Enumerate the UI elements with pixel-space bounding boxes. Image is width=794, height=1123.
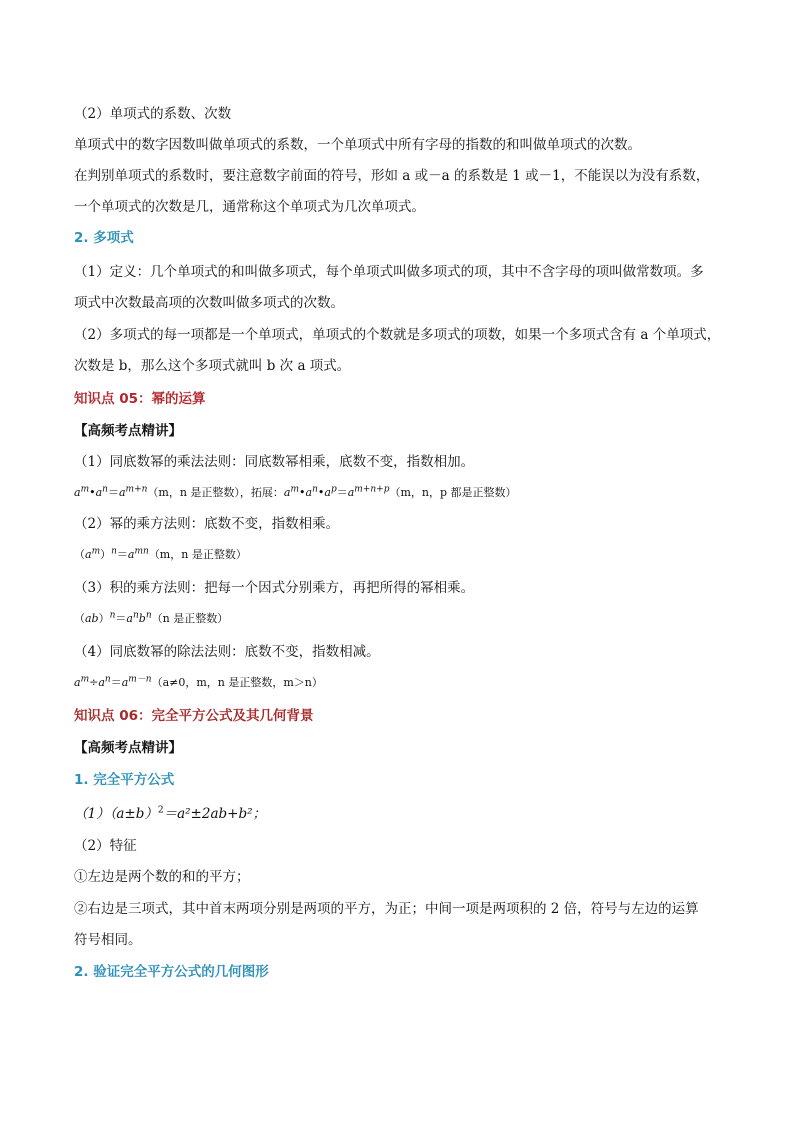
rule-text: （2）幂的乘方法则：底数不变，指数相乘。 [74, 516, 340, 532]
knowledge-point-06-heading: 知识点 06：完全平方公式及其几何背景 [74, 708, 314, 724]
formula-power-rule: $(a^m)^n=a^{mn}(m$，n 是正整数） [74, 546, 247, 561]
subheading-features: （2）特征 [74, 838, 137, 854]
paragraph-text: 一个单项式的次数是几，通常称这个单项式为几次单项式。 [74, 199, 425, 215]
section-heading-geometric-verification: 2. 验证完全平方公式的几何图形 [74, 964, 269, 980]
feature-item: ②右边是三项式，其中首末两项分别是两项的平方，为正；中间一项是两项积的 2 倍，符号与左边的运算 [74, 901, 699, 917]
feature-item: ①左边是两个数的和的平方； [74, 869, 250, 885]
paragraph-text: 项式中次数最高项的次数叫做多项式的次数。 [74, 295, 344, 311]
rule-text: （1）同底数幂的乘法法则：同底数幂相乘，底数不变，指数相加。 [74, 454, 475, 470]
paragraph-text: （2）多项式的每一项都是一个单项式，单项式的个数就是多项式的项数，如果一个多项式含有 a 个单项式， [74, 327, 721, 343]
knowledge-point-05-heading: 知识点 05：幂的运算 [74, 391, 206, 407]
formula-product-power-rule: $(ab)^n=a^nb^n(n$ 是正整数） [74, 610, 229, 625]
subheading-coefficient-degree: （2）单项式的系数、次数 [74, 106, 232, 122]
paragraph-text: 在判别单项式的系数时，要注意数字前面的符号，形如 a 或－a 的系数是 1 或－1，不能误以为没有系数， [74, 168, 710, 184]
rule-text: （3）积的乘方法则：把每一个因式分别乘方，再把所得的幂相乘。 [74, 580, 475, 596]
feature-item-continued: 符号相同。 [74, 932, 142, 948]
section-heading-perfect-square: 1. 完全平方公式 [74, 772, 175, 788]
highlight-section-label: 【高频考点精讲】 [74, 740, 182, 756]
formula-quotient-rule: $a^m\div a^n=a^{m-n}(a\ne 0$，m，n 是正整数，m＞n） [74, 674, 323, 689]
paragraph-text: （1）定义：几个单项式的和叫做多项式，每个单项式叫做多项式的项，其中不含字母的项叫做常数项。多 [74, 264, 704, 280]
highlight-section-label: 【高频考点精讲】 [74, 423, 182, 439]
formula-perfect-square: $(1)(a\pm b)^2=a^2\pm 2ab+b^2$； [74, 805, 266, 822]
rule-text: （4）同底数幂的除法法则：底数不变，指数相减。 [74, 644, 380, 660]
paragraph-text: 次数是 b，那么这个多项式就叫 b 次 a 项式。 [74, 358, 351, 374]
formula-product-rule: $a^m•a^n=a^{m+n}(m$，n 是正整数），拓展：$a^m•a^n•a^p=a^{m+n+p}(m$，n，p 都是正整数） [74, 484, 517, 499]
section-heading-polynomial: 2. 多项式 [74, 230, 134, 246]
paragraph-text: 单项式中的数字因数叫做单项式的系数，一个单项式中所有字母的指数的和叫做单项式的次数。 [74, 137, 641, 153]
